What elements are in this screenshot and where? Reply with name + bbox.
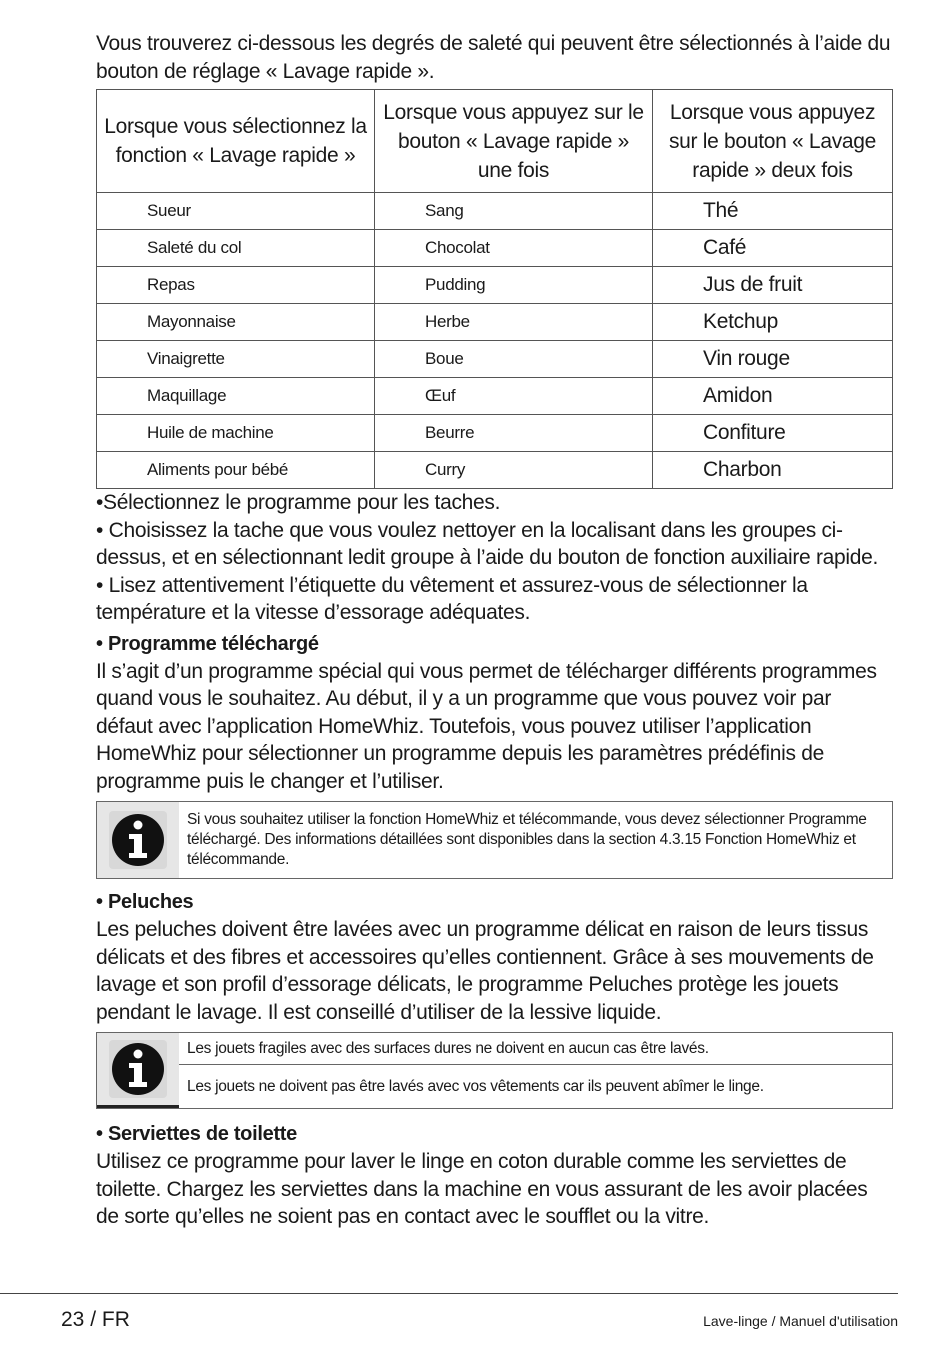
table-cell: Chocolat xyxy=(375,230,653,267)
table-row xyxy=(97,452,893,489)
bullet-item: •Sélectionnez le programme pour les taches. xyxy=(96,491,501,514)
table-cell: Ketchup xyxy=(653,304,893,341)
page-content xyxy=(96,30,893,1231)
table-cell: Curry xyxy=(375,452,653,489)
intro-text: Vous trouverez ci-dessous les degrés de saleté qui peuvent être sélectionnés à l’aide du bouton de réglage « Lavage rapide ». xyxy=(96,32,891,83)
info-icon xyxy=(97,1033,179,1108)
table-cell: Saleté du col xyxy=(97,230,375,267)
downloaded-text: Il s’agit d’un programme spécial qui vous permet de télécharger différents programmes quand vous le souhaitez. Au début, il y a un programme que vous pouvez voir par défaut avec l’application HomeWhiz. Toutefois, vous pouvez utiliser l’application HomeWhiz pour sélectionner un programme depuis les paramètres prédéfinis de programme puis le changer et l’utiliser. xyxy=(96,659,877,793)
table-cell: Amidon xyxy=(653,378,893,415)
info-note-downloaded xyxy=(96,801,893,879)
manual-title: Lave-linge / Manuel d'utilisation xyxy=(703,1313,898,1329)
footer-divider xyxy=(0,1293,898,1294)
table-header: Lorsque vous sélectionnez la fonction « Lavage rapide » xyxy=(97,90,375,193)
plush-text: Les peluches doivent être lavées avec un programme délicat en raison de leurs tissus délicats et des fibres et accessoires qu’elles contiennent. Grâce à ses mouvements de lavage et son profil d’essorage délicats, le programme Peluches protège les jouets pendant le lavage. Il est conseillé d’utiliser de la lessive liquide. xyxy=(96,918,874,1024)
soil-level-table xyxy=(96,89,893,489)
table-cell: Jus de fruit xyxy=(653,267,893,304)
table-cell: Repas xyxy=(97,267,375,304)
table-cell: Charbon xyxy=(653,452,893,489)
table-cell: Vinaigrette xyxy=(97,341,375,378)
table-row xyxy=(97,341,893,378)
table-cell: Confiture xyxy=(653,415,893,452)
table-row xyxy=(97,378,893,415)
table-cell: Huile de machine xyxy=(97,415,375,452)
note-line: Les jouets fragiles avec des surfaces dures ne doivent en aucun cas être lavés. xyxy=(187,1040,709,1057)
table-row xyxy=(97,415,893,452)
table-cell: Sang xyxy=(375,193,653,230)
towels-text: Utilisez ce programme pour laver le linge en coton durable comme les serviettes de toilette. Chargez les serviettes dans la machine en vous assurant de les avoir placées de sorte qu’elles ne soient pas en contact avec le soufflet ou la vitre. xyxy=(96,1150,868,1228)
bullet-item: • Lisez attentivement l’étiquette du vêtement et assurez-vous de sélectionner la température et la vitesse d’essorage adéquates. xyxy=(96,573,808,624)
table-cell: Boue xyxy=(375,341,653,378)
section-heading-towels: • Serviettes de toilette xyxy=(96,1123,297,1145)
table-row xyxy=(97,304,893,341)
table-header: Lorsque vous appuyez sur le bouton « Lavage rapide » deux fois xyxy=(653,90,893,193)
section-heading-downloaded: • Programme téléchargé xyxy=(96,632,319,655)
bullet-item: • Choisissez la tache que vous voulez nettoyer en la localisant dans les groupes ci-dessus, et en sélectionnant ledit groupe à l’aide du bouton de fonction auxiliaire rapide. xyxy=(96,518,879,569)
section-heading-plush: • Peluches xyxy=(96,891,194,913)
table-row xyxy=(97,230,893,267)
table-row xyxy=(97,193,893,230)
table-cell: Vin rouge xyxy=(653,341,893,378)
table-cell: Beurre xyxy=(375,415,653,452)
table-header: Lorsque vous appuyez sur le bouton « Lavage rapide » une fois xyxy=(375,90,653,193)
table-row xyxy=(97,267,893,304)
table-cell: Pudding xyxy=(375,267,653,304)
note-text: Si vous souhaitez utiliser la fonction HomeWhiz et télécommande, vous devez sélectionner Programme téléchargé. Des informations détaillées sont disponibles dans la section 4.3.15 Fonction HomeWhiz et télécommande. xyxy=(187,811,867,868)
info-icon xyxy=(97,802,179,878)
table-cell: Maquillage xyxy=(97,378,375,415)
table-cell: Sueur xyxy=(97,193,375,230)
table-cell: Herbe xyxy=(375,304,653,341)
info-note-plush xyxy=(96,1032,893,1109)
table-cell: Aliments pour bébé xyxy=(97,452,375,489)
table-header-row xyxy=(97,90,893,193)
table-cell: Œuf xyxy=(375,378,653,415)
table-cell: Mayonnaise xyxy=(97,304,375,341)
table-cell: Thé xyxy=(653,193,893,230)
page-number: 23 / FR xyxy=(61,1308,130,1331)
table-cell: Café xyxy=(653,230,893,267)
note-line: Les jouets ne doivent pas être lavés avec vos vêtements car ils peuvent abîmer le linge. xyxy=(179,1064,892,1108)
